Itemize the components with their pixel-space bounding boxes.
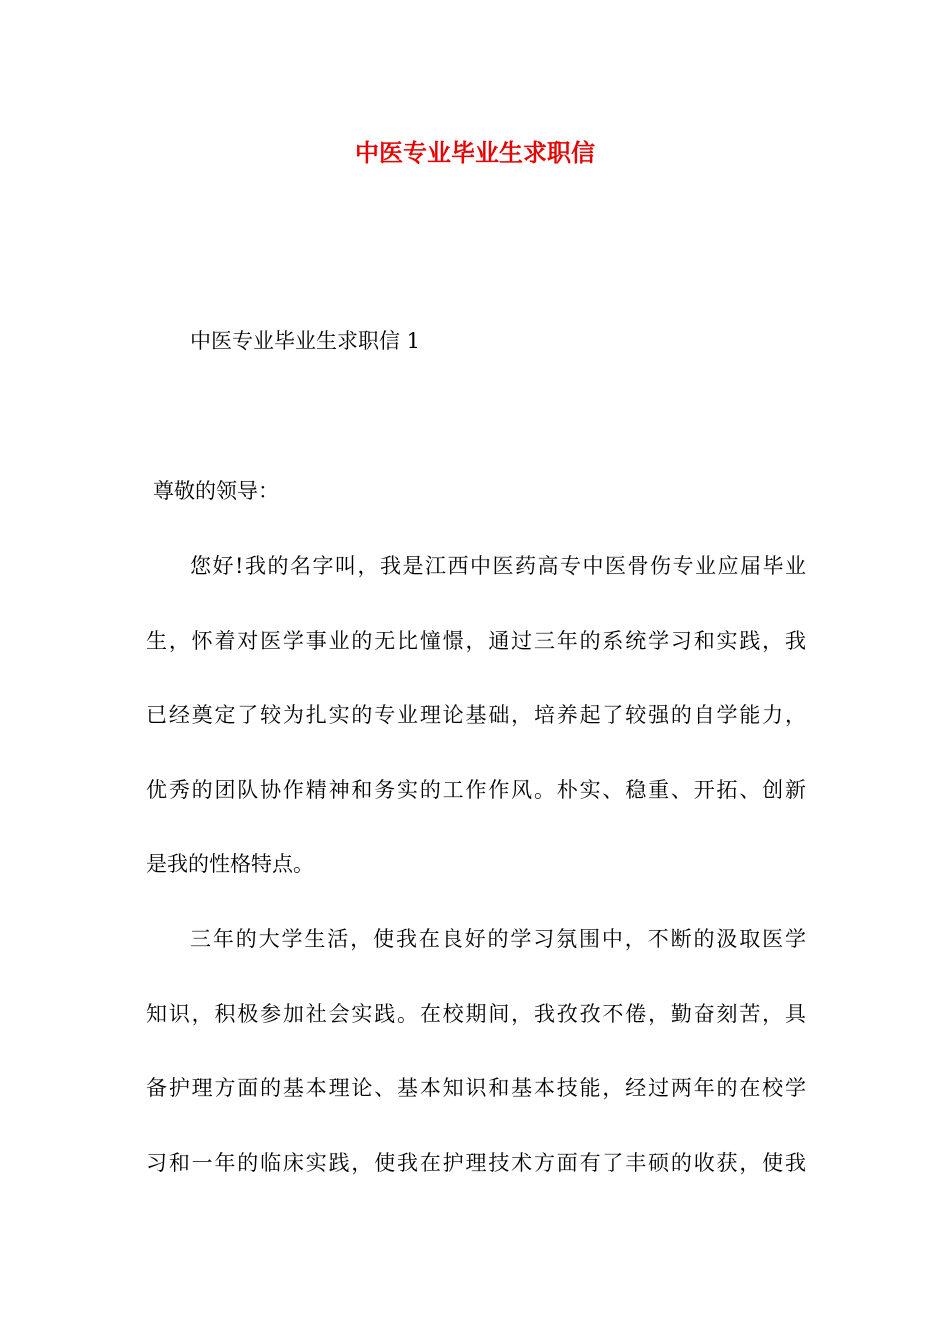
paragraph-line: 习和一年的临床实践，使我在护理技术方面有了丰硕的收获，使我: [146, 1150, 806, 1175]
paragraph-line: 您好!我的名字叫，我是江西中医药高专中医骨伤专业应届毕业: [190, 554, 806, 578]
letter-subheading: 中医专业毕业生求职信 1: [190, 329, 421, 353]
paragraph-line: 知识，积极参加社会实践。在校期间，我孜孜不倦，勤奋刻苦，具: [146, 1001, 806, 1026]
document-title: 中医专业毕业生求职信: [355, 138, 595, 167]
paragraph-line: 优秀的团队协作精神和务实的工作作风。朴实、稳重、开拓、创新: [146, 777, 806, 802]
paragraph-college-life: [146, 921, 806, 1219]
paragraph-line: 备护理方面的基本理论、基本知识和基本技能，经过两年的在校学: [146, 1076, 806, 1100]
paragraph-line: 已经奠定了较为扎实的专业理论基础，培养起了较强的自学能力，: [146, 703, 806, 727]
paragraph-line: 生，怀着对医学事业的无比憧憬，通过三年的系统学习和实践，我: [146, 628, 806, 653]
paragraph-line: 三年的大学生活，使我在良好的学习氛围中，不断的汲取医学: [190, 927, 806, 951]
paragraph-line: 是我的性格特点。: [146, 852, 314, 876]
paragraph-intro: [146, 548, 806, 921]
salutation: 尊敬的领导：: [153, 479, 279, 503]
